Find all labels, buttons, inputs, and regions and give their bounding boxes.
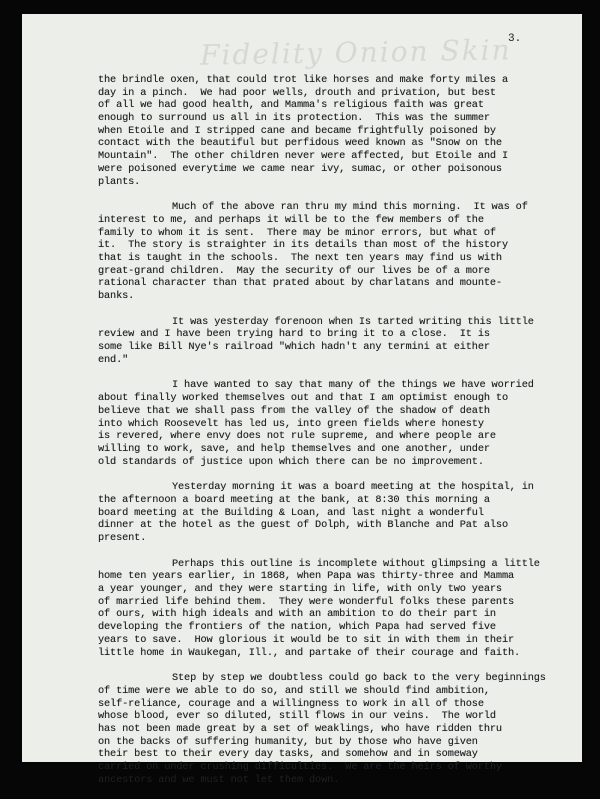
text-line: of all we had good health, and Mamma's religious faith was great: [98, 99, 484, 112]
letter-body: [98, 74, 578, 799]
paragraph: [98, 74, 578, 188]
text-line: present.: [98, 532, 147, 544]
text-line: years to save. How glorious it would be to sit in with them in their: [98, 633, 515, 646]
text-line: has not been made great by a set of weaklings, who have ridden thru: [98, 722, 502, 735]
text-line: their best to their every day tasks, and somehow and in someway: [98, 748, 478, 761]
typewritten-page: [22, 14, 582, 786]
text-line: about finally worked themselves out and that I am optimist enough to: [98, 392, 508, 405]
text-line: whose blood, ever so diluted, still flows in our veins. The world: [98, 710, 496, 723]
text-line: some like Bill Nye's railroad "which hadn't any termini at either: [98, 341, 490, 354]
paragraph: [98, 672, 578, 786]
text-line: family to whom it is sent. There may be minor errors, but what of: [98, 226, 496, 239]
text-line: self-reliance, courage and a willingness to work in all of those: [98, 697, 484, 710]
text-line: carried on under crushing difficulties. We are the heirs of worthy: [98, 761, 502, 773]
text-line: end.": [98, 353, 129, 366]
text-line: rational character than that prated about by charlatans and mounte-: [98, 277, 502, 290]
text-line: It was yesterday forenoon when Is tarted writing this little: [172, 315, 534, 328]
paragraph: [98, 316, 578, 367]
text-line: the afternoon a board meeting at the bank, at 8:30 this morning a: [98, 493, 490, 506]
text-line: great-grand children. May the security of our lives be of a more: [98, 264, 490, 277]
text-line: dinner at the hotel as the guest of Dolph, with Blanche and Pat also: [98, 519, 508, 532]
text-line: Mountain". The other children never were affected, but Etoile and I: [98, 150, 508, 163]
text-line: is revered, where envy does not rule supreme, and where people are: [98, 430, 496, 443]
text-line: I have wanted to say that many of the things we have worried: [172, 379, 534, 392]
text-line: of married life behind them. They were wonderful folks these parents: [98, 595, 515, 608]
paper-watermark: Fidelity Onion Skin: [199, 33, 512, 72]
text-line: when Etoile and I stripped cane and became frightfully poisoned by: [98, 124, 496, 137]
text-line: Much of the above ran thru my mind this morning. It was of: [172, 201, 528, 214]
text-line: banks.: [98, 290, 135, 302]
text-line: interest to me, and perhaps it will be to the few members of the: [98, 213, 484, 226]
text-line: old standards of justice upon which there can be no improvement.: [98, 455, 484, 468]
text-line: Step by step we doubtless could go back to the very beginnings: [172, 672, 546, 685]
text-line: of ours, with high ideals and with an ambition to do their part in: [98, 608, 496, 621]
text-line: it. The story is straighter in its details than most of the history: [98, 239, 508, 252]
paragraph: [98, 481, 578, 544]
paragraph: [98, 201, 578, 303]
text-line: Perhaps this outline is incomplete without glimpsing a little: [172, 557, 540, 570]
text-line: board meeting at the Building & Loan, and last night a wonderful: [98, 506, 484, 519]
paragraph: [98, 558, 578, 660]
text-line: a year younger, and they were starting in life, with only two years: [98, 583, 502, 596]
text-line: that is taught in the schools. The next ten years may find us with: [98, 251, 502, 264]
text-line: contact with the beautiful but perfidous weed known as "Snow on the: [98, 137, 502, 150]
text-line: on the backs of suffering humanity, but by those who have given: [98, 735, 478, 748]
text-line: plants.: [98, 175, 141, 188]
text-line: the brindle oxen, that could trot like horses and make forty miles a: [98, 74, 508, 86]
text-line: enough to surround us all in its protection. This was the summer: [98, 112, 490, 125]
text-line: developing the frontiers of the nation, which Papa had served five: [98, 621, 496, 634]
paragraph: [98, 379, 578, 468]
text-line: were poisoned everytime we came near ivy, sumac, or other poisonous: [98, 162, 502, 175]
text-line: ancestors and we must not let them down.: [98, 773, 340, 786]
text-line: little home in Waukegan, Ill., and partake of their courage and faith.: [98, 646, 521, 659]
text-line: Yesterday morning it was a board meeting at the hospital, in: [172, 481, 534, 494]
text-line: home ten years earlier, in 1868, when Papa was thirty-three and Mamma: [98, 570, 515, 583]
text-line: willing to work, save, and help themselves and one another, under: [98, 442, 490, 455]
text-line: into which Roosevelt has led us, into green fields where honesty: [98, 417, 484, 430]
text-line: day in a pinch. We had poor wells, drouth and privation, but best: [98, 86, 496, 99]
text-line: review and I have been trying hard to bring it to a close. It is: [98, 328, 490, 341]
text-line: believe that we shall pass from the valley of the shadow of death: [98, 404, 490, 417]
page-number: 3.: [508, 33, 522, 45]
text-line: of time were we able to do so, and still we should find ambition,: [98, 684, 490, 697]
